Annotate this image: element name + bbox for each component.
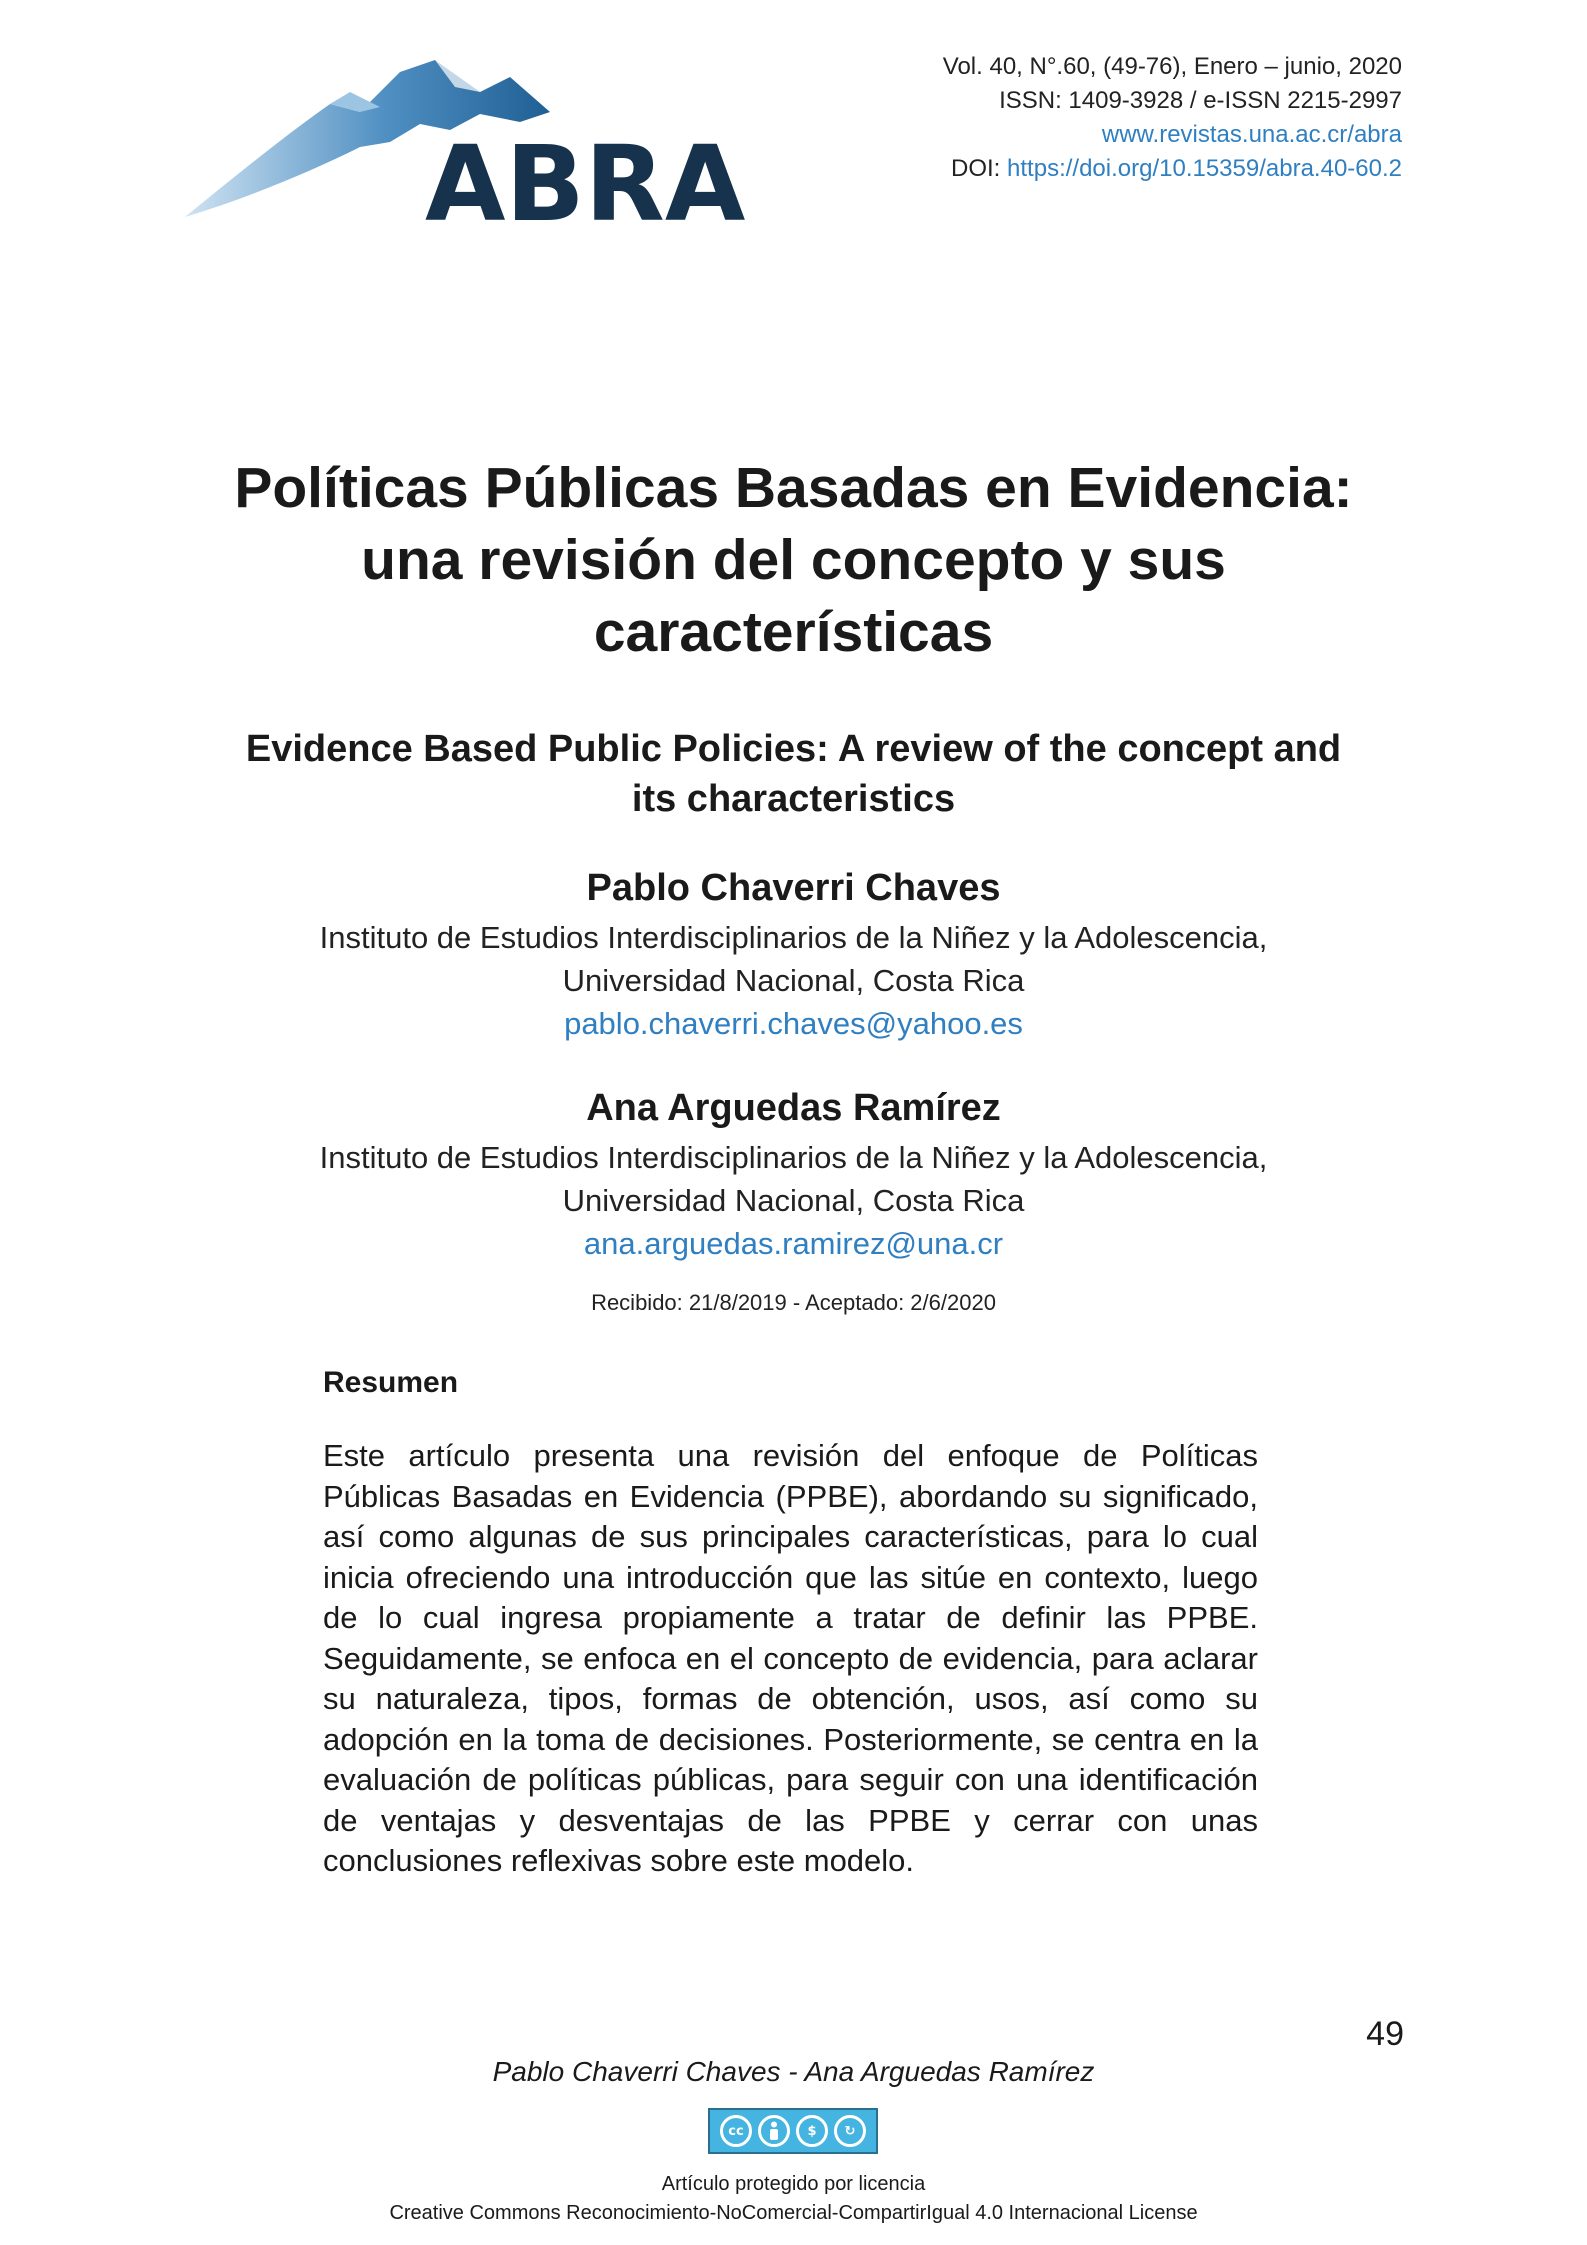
title-line: Políticas Públicas Basadas en Evidencia: [234,456,1353,520]
title-line: características [593,600,994,664]
title-line: una revisión del concepto y sus [361,528,1226,592]
volume-line: Vol. 40, N°.60, (49-76), Enero – junio, 2020 [942,53,1402,80]
license-line: Creative Commons Reconocimiento-NoComercial-CompartirIgual 4.0 Internacional License [389,2202,1198,2224]
footer-authors: Pablo Chaverri Chaves - Ana Arguedas Ramírez [492,2056,1095,2087]
attribution-icon [758,2115,790,2147]
author-email-link[interactable]: pablo.chaverri.chaves@yahoo.es [564,1006,1023,1041]
author-email-link[interactable]: ana.arguedas.ramirez@una.cr [583,1226,1004,1261]
doi-line [943,152,1402,186]
license-line: Artículo protegido por licencia [661,2173,926,2195]
title-line: Evidence Based Public Policies: A review of the concept and [245,728,1342,770]
author-affiliation: Instituto de Estudios Interdisciplinarios de la Niñez y la Adolescencia, [319,1140,1268,1175]
article-title-spanish [0,452,1587,668]
author-affiliation: Instituto de Estudios Interdisciplinarios de la Niñez y la Adolescencia, [319,920,1268,955]
doi-link[interactable]: https://doi.org/10.15359/abra.40-60.2 [1007,155,1402,182]
page-number: 49 [1366,2015,1404,2053]
article-title-english [0,724,1587,824]
mountain-logo-icon [180,52,746,245]
journal-website-link[interactable]: www.revistas.una.ac.cr/abra [1101,121,1402,148]
journal-logo [180,52,746,245]
title-line: its characteristics [631,778,956,820]
author-name: Ana Arguedas Ramírez [586,1087,1001,1129]
noncommercial-icon: $ [796,2115,828,2147]
abstract-text: Este artículo presenta una revisión del enfoque de Políticas Públicas Basadas en Evidencia (PPBE), abordando su significado, así como algunas de sus principales características, para lo cual inicia ofreciendo una introducción que las sitúe en contexto, luego de lo cual ingresa propiamente a tratar de definir las PPBE. Seguidamente, se enfoca en el concepto de evidencia, para aclarar su naturaleza, tipos, formas de obtención, usos, así como su adopción en la toma de decisiones. Posteriormente, se centra en la evaluación de políticas públicas, para seguir con una identificación de ventajas y desventajas de las PPBE y cerrar con unas conclusiones reflexivas sobre este modelo. [323,1438,1258,1878]
license-notice [0,2170,1587,2228]
received-accepted-dates: Recibido: 21/8/2019 - Aceptado: 2/6/2020 [591,1290,996,1315]
person-icon [766,2121,782,2141]
doi-label: DOI: [951,155,1008,182]
journal-metadata [943,50,1402,186]
abstract-heading: Resumen [323,1366,459,1399]
share-alike-icon: ↻ [834,2115,866,2147]
cc-icon: cc [720,2115,752,2147]
creative-commons-badge[interactable] [708,2108,878,2154]
author-affiliation: Universidad Nacional, Costa Rica [562,963,1025,998]
author-name: Pablo Chaverri Chaves [586,867,1001,909]
author-affiliation: Universidad Nacional, Costa Rica [562,1183,1025,1218]
author-block [0,1084,1587,1265]
issn-line: ISSN: 1409-3928 / e-ISSN 2215-2997 [999,87,1402,114]
logo-text: ABRA [425,123,746,245]
author-block [0,864,1587,1045]
